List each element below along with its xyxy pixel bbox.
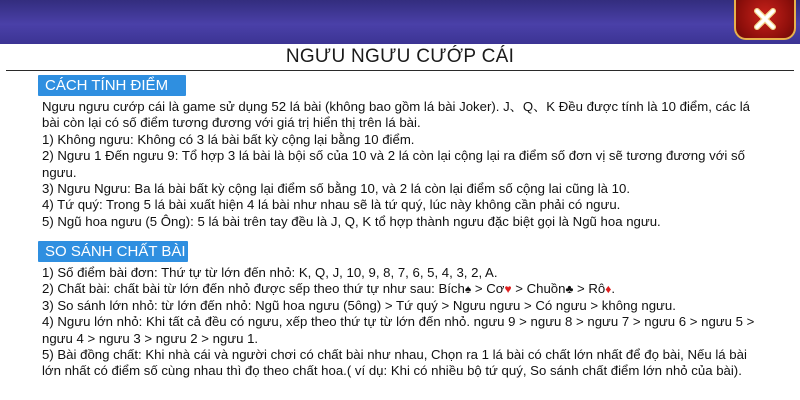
header-bar <box>0 0 800 44</box>
page-title: NGƯU NGƯU CƯỚP CÁI <box>285 46 515 67</box>
spade-icon: ♠ <box>464 282 472 297</box>
text-line: 4) Ngưu lớn nhỏ: Khi tất cả đều có ngưu, xếp theo thứ tự từ lớn đến nhỏ. ngưu 9 > ngưu 8 > ngưu 7 > ngưu 6 > ngưu 5 > <box>42 314 755 330</box>
text-line: lớn nhất có điểm số cùng nhau thì đọ theo chất hoa.( ví dụ: Khi có nhiều bộ tứ quý, So sánh chất điểm lớn nhỏ của bài). <box>42 363 742 379</box>
text-line: 2) Ngưu 1 Đến ngưu 9: Tổ hợp 3 lá bài là bội số của 10 và 2 lá còn lại cộng lại ra điểm số đơn vị sẽ tương đương với số <box>42 148 745 164</box>
title-divider <box>6 70 794 71</box>
text-line: 3) Ngưu Ngưu: Ba lá bài bất kỳ cộng lại điểm số bằng 10, và 2 lá còn lại điểm số cộng lai cũng là 10. <box>42 181 630 197</box>
text-segment: . <box>611 281 616 297</box>
suit-order-line <box>42 281 792 297</box>
text-line: bài còn lại có số điểm tương đương với giá trị hiển thị trên lá bài. <box>42 115 421 131</box>
text-line: 3) So sánh lớn nhỏ: từ lớn đến nhỏ: Ngũ hoa ngưu (5ông) > Tứ quý > Ngưu ngưu > Có ngưu > không ngưu. <box>42 297 676 313</box>
text-segment: > Chuồn <box>511 281 566 297</box>
heart-icon: ♥ <box>504 282 512 297</box>
close-button[interactable] <box>734 0 796 40</box>
text-segment: > Cơ <box>471 281 505 297</box>
scoring-text <box>42 99 792 230</box>
text-line: ngưu. <box>42 164 77 180</box>
comparison-text <box>42 265 792 380</box>
text-line: Ngưu ngưu cướp cái là game sử dụng 52 lá bài (không bao gồm lá bài Joker). J、Q、K Đều được tính là 10 điểm, các lá <box>42 99 750 114</box>
rules-panel <box>0 44 800 400</box>
text-line: 4) Tứ quý: Trong 5 lá bài xuất hiện 4 lá bài như nhau sẽ là tứ quý, lúc này không cần phải có ngưu. <box>42 197 621 213</box>
section-header-scoring: CÁCH TÍNH ĐIỂM <box>38 75 186 96</box>
text-segment: 2) Chất bài: chất bài từ lớn đến nhỏ được sếp theo thứ tự như sau: Bích <box>42 281 465 297</box>
text-segment: > Rô <box>573 281 606 297</box>
club-icon: ♣ <box>565 282 574 297</box>
text-line: 5) Ngũ hoa ngưu (5 Ông): 5 lá bài trên tay đều là J, Q, K tổ hợp thành ngưu đặc biệt gọi là Ngũ hoa ngưu. <box>42 213 661 229</box>
text-line: 5) Bài đồng chất: Khi nhà cái và người chơi có chất bài như nhau, Chọn ra 1 lá bài có chất lớn nhất để đọ bài, Nếu lá bài <box>42 347 747 363</box>
section-header-comparison: SO SÁNH CHẤT BÀI <box>38 241 188 262</box>
text-line: ngưu 4 > ngưu 3 > ngưu 2 > ngưu 1. <box>42 330 259 346</box>
diamond-icon: ♦ <box>605 282 612 297</box>
text-line: 1) Không ngưu: Không có 3 lá bài bất kỳ cộng lại bằng 10 điểm. <box>42 131 415 147</box>
close-x-icon <box>752 6 778 32</box>
text-line: 1) Số điểm bài đơn: Thứ tự từ lớn đến nhỏ: K, Q, J, 10, 9, 8, 7, 6, 5, 4, 3, 2, A. <box>42 265 498 280</box>
